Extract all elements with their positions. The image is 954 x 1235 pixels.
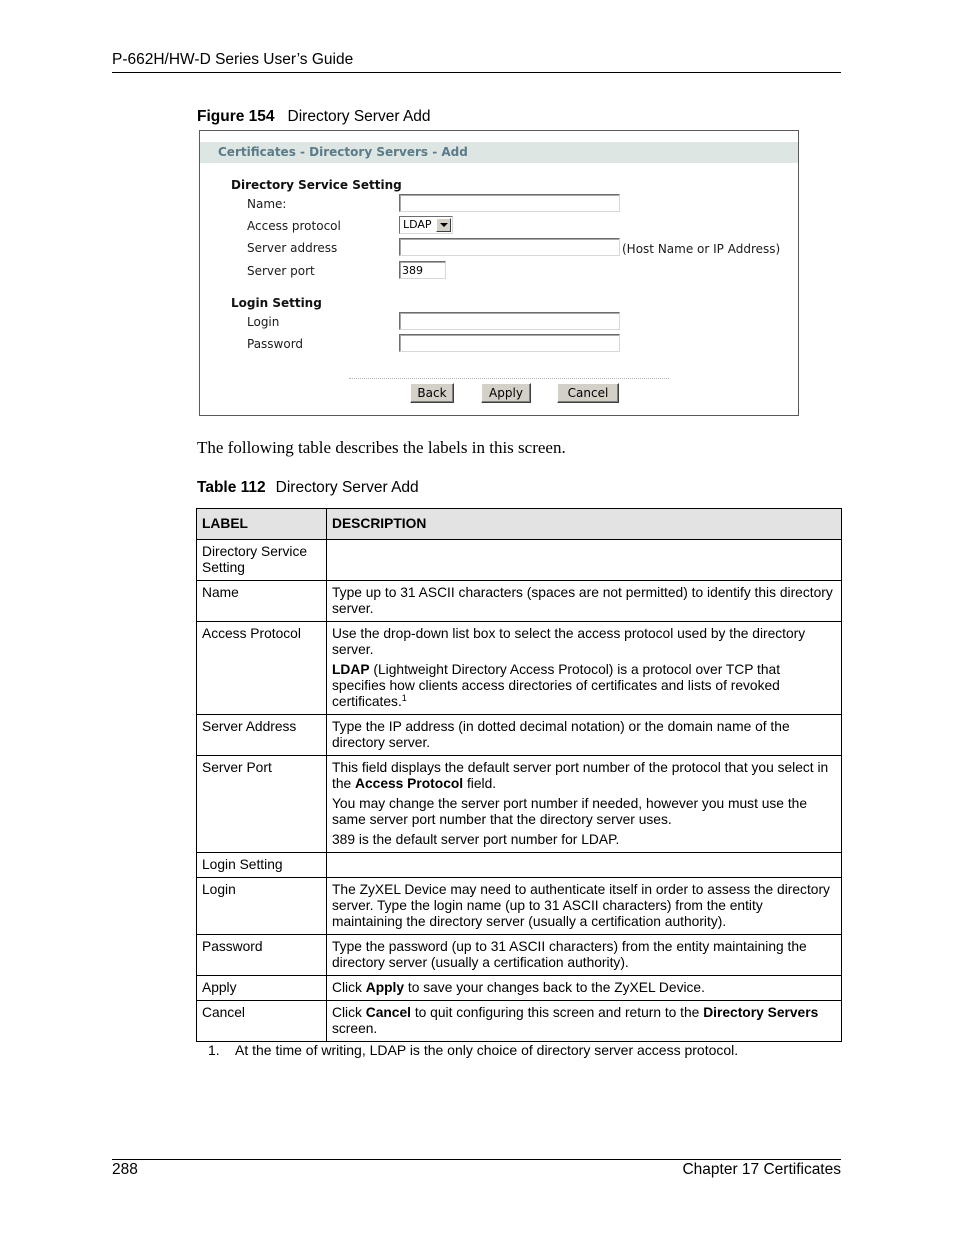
chevron-down-icon: [440, 223, 448, 227]
password-label: Password: [247, 337, 304, 351]
figure-caption: [197, 108, 431, 126]
table-row: [197, 935, 842, 976]
password-input[interactable]: [399, 334, 620, 352]
login-label: Login: [247, 315, 280, 329]
intro-paragraph: The following table describes the labels in this screen.: [197, 438, 566, 457]
table-row: [197, 715, 842, 756]
table-row: [197, 756, 842, 853]
row-label: Apply: [197, 976, 327, 1001]
bold-term: Cancel: [365, 1005, 411, 1020]
text-run: screen.: [332, 1021, 378, 1036]
row-label: Password: [197, 935, 327, 976]
screen-title: Certificates - Directory Servers - Add: [218, 145, 468, 159]
table-row: [197, 1001, 842, 1042]
row-description: [327, 540, 842, 581]
footnote-text: At the time of writing, LDAP is the only choice of directory server access protocol.: [235, 1042, 739, 1058]
description-paragraph: [332, 832, 836, 848]
figure-title: Directory Server Add: [287, 108, 431, 125]
row-description: [327, 756, 842, 853]
row-description: [327, 715, 842, 756]
row-description: [327, 976, 842, 1001]
col-header-description: DESCRIPTION: [327, 509, 842, 540]
description-paragraph: [332, 980, 836, 996]
description-paragraph: [332, 585, 836, 617]
header-rule: [112, 72, 841, 73]
server-address-hint: (Host Name or IP Address): [622, 242, 781, 256]
text-run: The ZyXEL Device may need to authenticate itself in order to assess the directory server. Type the login name (up to 31 ASCII characters) from the entity maintaining the directory server (usually a certification authority).: [332, 882, 830, 929]
table-header-row: [197, 509, 842, 540]
access-protocol-label: Access protocol: [247, 219, 341, 233]
screen-title-bar: [200, 142, 798, 163]
bold-term: Access Protocol: [355, 776, 464, 791]
description-paragraph: [332, 796, 836, 828]
row-label: Directory Service Setting: [197, 540, 327, 581]
figure-number: Figure 154: [197, 108, 275, 125]
back-button[interactable]: Back: [410, 383, 454, 403]
text-run: Type up to 31 ASCII characters (spaces are not permitted) to identify this directory server.: [332, 585, 833, 616]
description-paragraph: [332, 1005, 836, 1037]
section-login-setting: Login Setting: [231, 296, 322, 310]
bold-term: Directory Servers: [703, 1005, 819, 1020]
table-row: [197, 622, 842, 715]
text-run: to save your changes back to the ZyXEL Device.: [404, 980, 705, 995]
text-run: Type the password (up to 31 ASCII characters) from the entity maintaining the directory server (usually a certification authority).: [332, 939, 807, 970]
text-run: to quit configuring this screen and return to the: [410, 1005, 704, 1020]
text-run: Use the drop-down list box to select the access protocol used by the directory server.: [332, 626, 806, 657]
table-number: Table 112: [197, 479, 266, 496]
table-row: [197, 878, 842, 935]
table-row: [197, 540, 842, 581]
server-address-input[interactable]: [399, 238, 620, 256]
description-paragraph: [332, 662, 836, 710]
row-label: Name: [197, 581, 327, 622]
row-label: Access Protocol: [197, 622, 327, 715]
text-run: This field displays the default server port number of the protocol that you select in the: [332, 760, 829, 791]
table-body: [197, 540, 842, 1042]
footnote-ref: 1: [401, 693, 407, 703]
server-port-input[interactable]: [399, 261, 446, 279]
description-paragraph: [332, 939, 836, 971]
section-directory-service: Directory Service Setting: [231, 178, 402, 192]
text-run: Click: [332, 1005, 366, 1020]
text-run: 389 is the default server port number for LDAP.: [332, 832, 620, 847]
name-input[interactable]: [399, 194, 620, 212]
row-label: Server Port: [197, 756, 327, 853]
row-description: [327, 1001, 842, 1042]
footnote-number: 1.: [208, 1042, 220, 1058]
server-port-label: Server port: [247, 264, 315, 278]
table-row: [197, 853, 842, 878]
row-description: [327, 878, 842, 935]
text-run: (Lightweight Directory Access Protocol) is a protocol over TCP that specifies how clients access directories of certificates and lists of revoked certificates.: [332, 662, 781, 709]
row-label: Server Address: [197, 715, 327, 756]
cancel-button[interactable]: Cancel: [557, 383, 619, 403]
table-caption: [197, 479, 419, 497]
text-run: You may change the server port number if needed, however you must use the same server port number that the directory server uses.: [332, 796, 807, 827]
bold-term: Apply: [365, 980, 405, 995]
apply-button[interactable]: Apply: [481, 383, 531, 403]
row-label: Cancel: [197, 1001, 327, 1042]
bold-term: LDAP: [332, 662, 370, 677]
chapter-title: Chapter 17 Certificates: [682, 1161, 841, 1178]
description-paragraph: [332, 719, 836, 751]
description-paragraph: [332, 760, 836, 792]
row-description: [327, 581, 842, 622]
table-row: [197, 976, 842, 1001]
text-run: Click: [332, 980, 366, 995]
table-title: Directory Server Add: [275, 479, 419, 496]
row-description: [327, 853, 842, 878]
text-run: field.: [463, 776, 497, 791]
name-label: Name:: [247, 197, 287, 211]
description-paragraph: [332, 626, 836, 658]
access-protocol-select[interactable]: [399, 216, 453, 234]
screenshot-panel: [199, 130, 799, 416]
running-header: P-662H/HW-D Series User’s Guide: [112, 51, 354, 68]
col-header-label: LABEL: [197, 509, 327, 540]
row-label: Login Setting: [197, 853, 327, 878]
access-protocol-value: LDAP: [403, 218, 432, 231]
server-address-label: Server address: [247, 241, 338, 255]
row-description: [327, 622, 842, 715]
footer-rule: [112, 1159, 841, 1160]
text-run: Type the IP address (in dotted decimal notation) or the domain name of the directory server.: [332, 719, 790, 750]
description-paragraph: [332, 882, 836, 930]
button-separator: [349, 378, 669, 379]
row-label: Login: [197, 878, 327, 935]
row-description: [327, 935, 842, 976]
login-input[interactable]: [399, 312, 620, 330]
page-number: 288: [112, 1161, 138, 1178]
description-table: [196, 508, 842, 1042]
table-row: [197, 581, 842, 622]
dropdown-button[interactable]: [436, 218, 451, 232]
